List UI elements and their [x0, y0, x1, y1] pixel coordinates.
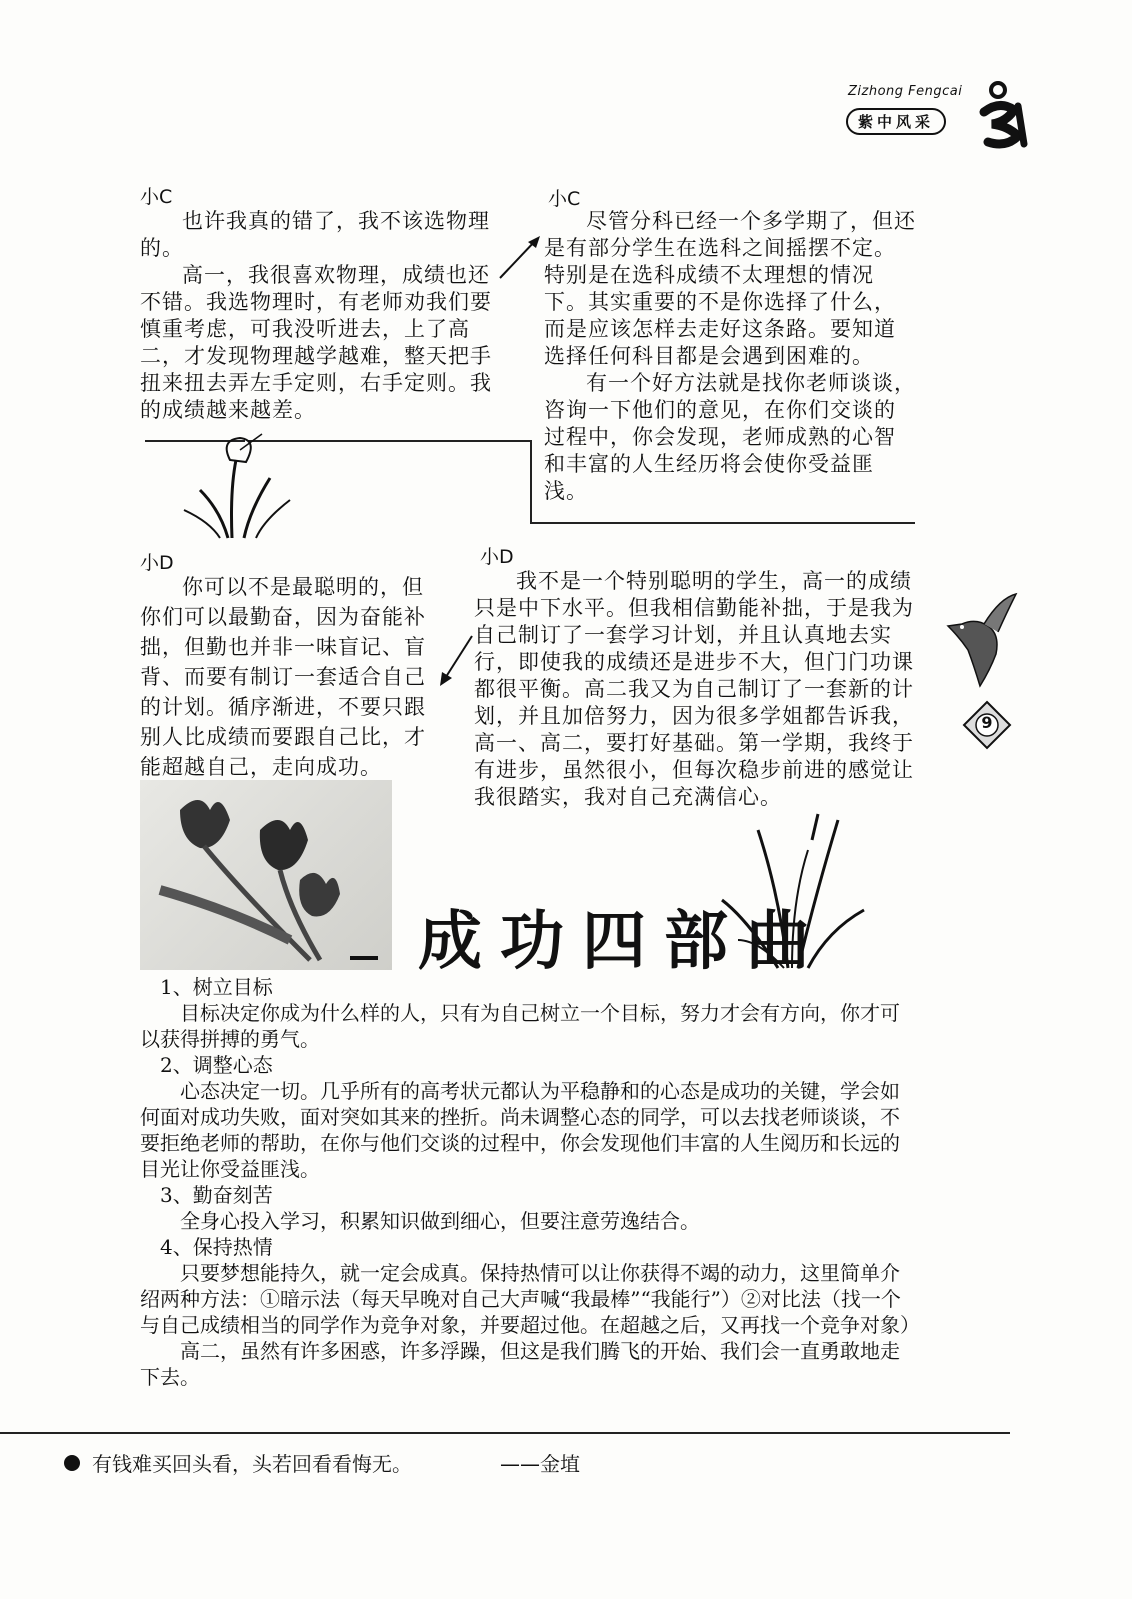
section-title: 成功四部曲 — [418, 904, 828, 979]
section-text: 全身心投入学习，积累知识做到细心，但要注意劳逸结合。 — [180, 1209, 700, 1233]
mid-left-label: 小D — [140, 552, 174, 574]
paragraph: 尽管分科已经一个多学期了，但还是有部分学生在选科之间摇摆不定。特别是在选科成绩不太理想的情况下。其实重要的不是你选择了什么，而是应该怎样去走好这条路。要知道选择任何科目都是会遇到困难的。 — [544, 209, 916, 368]
grass-icon — [718, 810, 868, 970]
arrow-icon — [436, 632, 476, 688]
section-heading: 4、保持热情 — [160, 1235, 273, 1259]
footer-author: ——金埴 — [500, 1452, 580, 1476]
header-en-title: Zizhong Fengcai — [848, 84, 963, 99]
page-number: 9 — [981, 713, 993, 732]
iris-flower-icon — [180, 430, 300, 540]
paragraph: 我不是一个特别聪明的学生，高一的成绩只是中下水平。但我相信勤能补拙，于是我为自己制订了一套学习计划，并且认真地去实行，即使我的成绩还是进步不大，但门门功课都很平衡。高二我又为自己制订了一套新的计划，并且加倍努力，因为很多学姐都告诉我，高一、高二，要打好基础。第一学期，我终于有进步，虽然很小，但每次稳步前进的感觉让我很踏实，我对自己充满信心。 — [474, 569, 914, 809]
section-text: 只要梦想能持久，就一定会成真。保持热情可以让你获得不竭的动力，这里简单介绍两种方法：①暗示法（每天早晚对自己大声喊“我最棒”“我能行”）②对比法（找一个与自己成绩相当的同学作为竞争对象，并要超过他。在超越之后，又再找一个竞争对象） — [140, 1261, 920, 1337]
closing-text: 高二，虽然有许多困惑，许多浮躁，但这是我们腾飞的开始、我们会一直勇敢地走下去。 — [140, 1339, 900, 1389]
bird-icon — [940, 590, 1020, 690]
header-cn-title: 紫中风采 — [846, 108, 946, 135]
arrow-icon — [496, 232, 546, 282]
section-heading: 1、树立目标 — [160, 975, 273, 999]
section-heading: 3、勤奋刻苦 — [160, 1183, 273, 1207]
logo-icon — [978, 78, 1034, 152]
footer-quote: 有钱难买回头看，头若回看看悔无。 — [92, 1452, 412, 1476]
tulip-icon — [140, 780, 392, 970]
bullet-icon — [64, 1455, 80, 1471]
divider — [530, 522, 915, 524]
footer-divider — [0, 1432, 1010, 1434]
section-body — [140, 974, 918, 1390]
mid-right-text — [474, 568, 916, 811]
tulip-photo — [140, 780, 392, 970]
divider — [530, 440, 532, 524]
mid-left-text — [140, 572, 440, 782]
paragraph: 你可以不是最聪明的，但你们可以最勤奋，因为奋能补拙，但勤也并非一味盲记、盲背、而要有制订一套适合自己的计划。循序渐进，不要只跟别人比成绩而要跟自己比，才能超越自己，走向成功。 — [140, 575, 426, 779]
paragraph: 也许我真的错了，我不该选物理的。 — [140, 209, 490, 260]
section-text: 心态决定一切。几乎所有的高考状元都认为平稳静和的心态是成功的关键，学会如何面对成功失败，面对突如其来的挫折。尚未调整心态的同学，可以去找老师谈谈，不要拒绝老师的帮助，在你与他们交谈的过程中，你会发现他们丰富的人生阅历和长远的目光让你受益匪浅。 — [140, 1079, 900, 1181]
top-right-text — [544, 208, 916, 505]
section-heading: 2、调整心态 — [160, 1053, 273, 1077]
top-left-text — [140, 208, 510, 424]
top-left-label: 小C — [140, 186, 173, 208]
paragraph: 有一个好方法就是找你老师谈谈，咨询一下他们的意见，在你们交谈的过程中，你会发现，老师成熟的心智和丰富的人生经历将会使你受益匪浅。 — [544, 371, 916, 503]
paragraph: 高一，我很喜欢物理，成绩也还不错。我选物理时，有老师劝我们要慎重考虑，可我没听进去，上了高二，才发现物理越学越难，整天把手扭来扭去弄左手定则，右手定则。我的成绩越来越差。 — [140, 263, 492, 422]
top-right-label: 小C — [548, 188, 581, 210]
mid-right-label: 小D — [480, 546, 514, 568]
section-text: 目标决定你成为什么样的人，只有为自己树立一个目标，努力才会有方向，你才可以获得拼搏的勇气。 — [140, 1001, 900, 1051]
